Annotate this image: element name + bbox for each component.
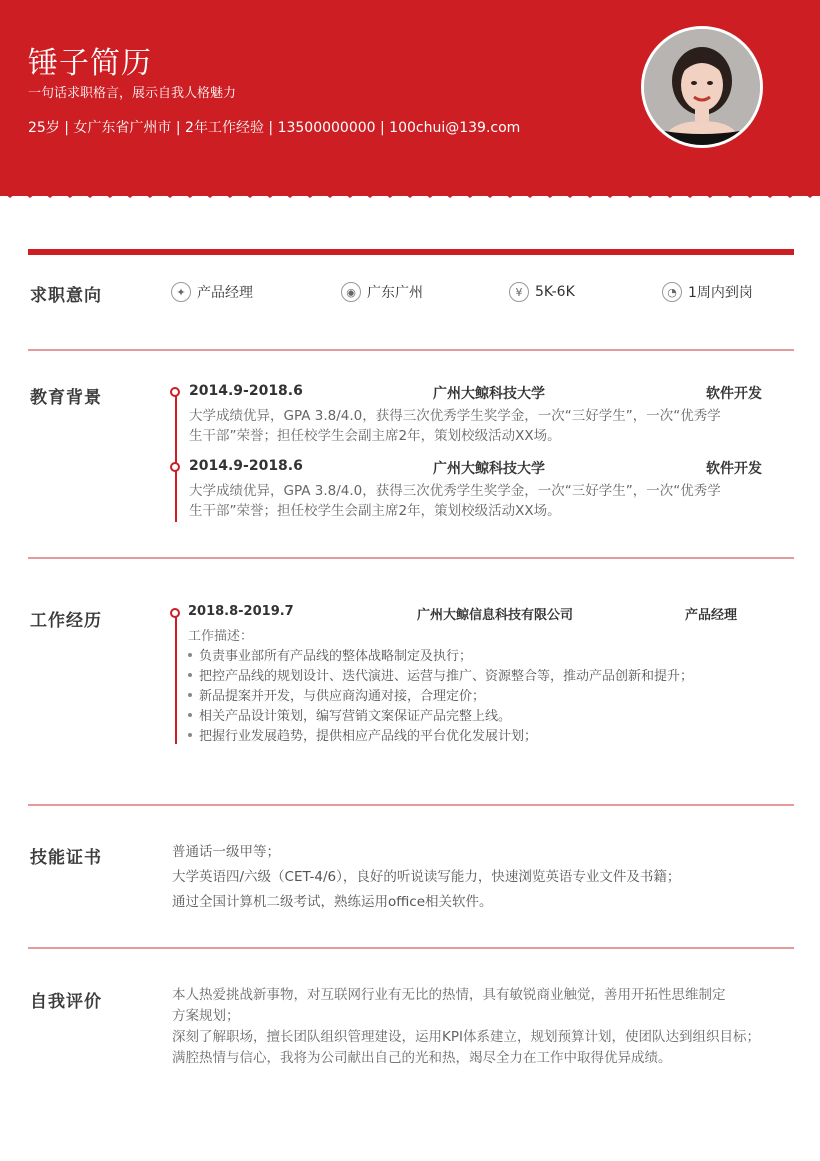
profile-photo — [641, 26, 763, 148]
clock-icon: ◔ — [662, 282, 682, 302]
self-eval-line: 本人热爱挑战新事物，对互联网行业有无比的热情，具有敏锐商业触觉，善用开拓性思维制定 — [172, 987, 726, 1003]
edu-description-line: 大学成绩优异，GPA 3.8/4.0，获得三次优秀学生奖学金，一次“三好学生”，一次“优秀学 — [189, 483, 721, 499]
header-zigzag-edge — [0, 168, 820, 198]
work-desc-label: 工作描述： — [188, 629, 254, 644]
work-bullet — [188, 687, 485, 707]
edu-description-line: 生干部”荣誉；担任校学生会副主席2年，策划校级活动XX场。 — [189, 428, 561, 444]
medal-icon: ✦ — [171, 282, 191, 302]
self-eval-line: 满腔热情与信心，我将为公司献出自己的光和热，竭尽全力在工作中取得优异成绩。 — [172, 1050, 672, 1066]
work-bullet-text: 负责事业部所有产品线的整体战略制定及执行； — [199, 649, 473, 664]
edu-description — [189, 481, 769, 521]
location-pin-icon: ◉ — [341, 282, 361, 302]
work-company: 广州大鲸信息科技有限公司 — [417, 608, 574, 623]
work-bullet — [188, 727, 537, 747]
contact-info: 25岁 | 女广东省广州市 | 2年工作经验 | 13500000000 | 100chui@139.com — [28, 120, 521, 136]
work-bullet — [188, 667, 693, 687]
work-bullet-text: 把控产品线的规划设计、迭代演进、运营与推广、资源整合等，推动产品创新和提升； — [199, 669, 694, 684]
intent-availability-label: 1周内到岗 — [688, 285, 753, 301]
section-title-skills: 技能证书 — [30, 848, 102, 868]
self-eval-line: 深刻了解职场，擅长团队组织管理建设，运用KPI体系建立，规划预算计划，使团队达到组织目标； — [172, 1029, 760, 1045]
intent-availability — [662, 281, 753, 303]
intent-city-label: 广东广州 — [367, 285, 423, 301]
top-accent-bar — [28, 249, 794, 255]
work-bullet — [188, 647, 472, 667]
edu-description — [189, 406, 769, 446]
section-title-intent: 求职意向 — [30, 286, 102, 306]
self-eval-line: 方案规划； — [172, 1008, 240, 1024]
candidate-motto: 一句话求职格言，展示自我人格魅力 — [28, 86, 237, 101]
section-title-work: 工作经历 — [30, 611, 102, 631]
intent-position — [171, 281, 253, 303]
work-date: 2018.8-2019.7 — [188, 604, 294, 619]
work-bullet-text: 新品提案并开发，与供应商沟通对接，合理定价； — [199, 689, 486, 704]
edu-date: 2014.9-2018.6 — [189, 458, 303, 474]
skills-list — [172, 840, 680, 915]
section-title-self-eval: 自我评价 — [30, 992, 102, 1012]
section-divider — [28, 349, 794, 351]
intent-salary-label: 5K-6K — [535, 284, 575, 300]
section-divider — [28, 947, 794, 949]
section-divider — [28, 557, 794, 559]
yen-icon: ¥ — [509, 282, 529, 302]
edu-date: 2014.9-2018.6 — [189, 383, 303, 399]
work-position: 产品经理 — [685, 608, 738, 623]
skill-line: 通过全国计算机二级考试，熟练运用office相关软件。 — [172, 894, 493, 910]
edu-school: 广州大鲸科技大学 — [433, 386, 545, 402]
skill-line: 普通话一级甲等； — [172, 844, 280, 860]
intent-salary — [509, 281, 575, 303]
education-timeline — [175, 390, 177, 522]
skill-line: 大学英语四/六级（CET-4/6），良好的听说读写能力，快速浏览英语专业文件及书籍； — [172, 869, 681, 885]
intent-city — [341, 281, 423, 303]
work-timeline — [175, 612, 177, 744]
work-bullet-text: 把握行业发展趋势，提供相应产品线的平台优化发展计划； — [199, 729, 538, 744]
edu-school: 广州大鲸科技大学 — [433, 461, 545, 477]
timeline-dot — [170, 608, 180, 618]
edu-major: 软件开发 — [706, 386, 762, 402]
edu-major: 软件开发 — [706, 461, 762, 477]
section-title-education: 教育背景 — [30, 388, 102, 408]
candidate-name: 锤子简历 — [28, 46, 152, 81]
edu-description-line: 生干部”荣誉；担任校学生会副主席2年，策划校级活动XX场。 — [189, 503, 561, 519]
timeline-dot — [170, 462, 180, 472]
self-eval-text — [172, 985, 760, 1069]
work-bullet-text: 相关产品设计策划，编写营销文案保证产品完整上线。 — [199, 709, 512, 724]
edu-description-line: 大学成绩优异，GPA 3.8/4.0，获得三次优秀学生奖学金，一次“三好学生”，一次“优秀学 — [189, 408, 721, 424]
intent-position-label: 产品经理 — [197, 285, 253, 301]
section-divider — [28, 804, 794, 806]
work-bullet — [188, 707, 511, 727]
timeline-dot — [170, 387, 180, 397]
